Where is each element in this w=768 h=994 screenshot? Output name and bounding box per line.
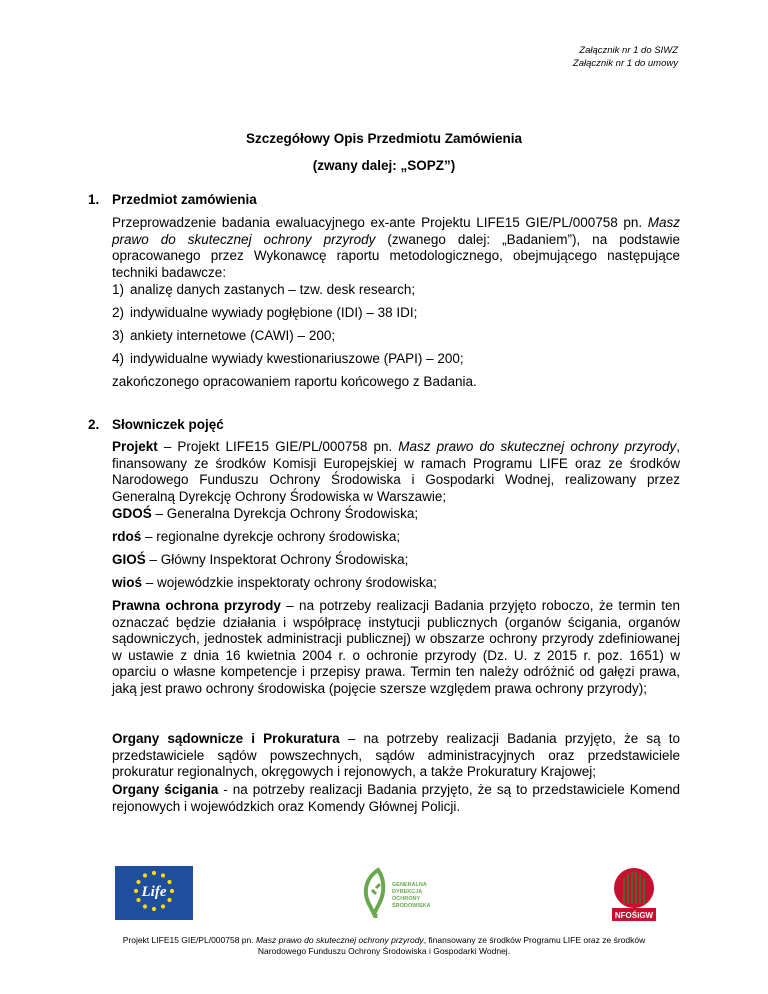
- section-2-title: Słowniczek pojęć: [112, 417, 224, 432]
- footer-text: Projekt LIFE15 GIE/PL/000758 pn.: [122, 935, 256, 945]
- definition-term: Prawna ochrona przyrody: [112, 598, 281, 613]
- section-1-title: Przedmiot zamówienia: [112, 192, 257, 207]
- definition-term: wioś: [112, 575, 143, 590]
- section-1-heading: [88, 192, 257, 207]
- section-2-number: 2.: [88, 417, 100, 432]
- list-item: [112, 351, 464, 367]
- definition-text: – na potrzeby realizacji Badania przyjęto, że są to przedstawiciele sądów powszechnych, sądów administracyjnych oraz przedstawiciele prokuratur regionalnych, okręgowych i rejonowych, a także Prokuratury Krajowej;: [112, 731, 680, 779]
- section-1-intro: [112, 215, 680, 281]
- attachment-line-umowy: Załącznik nr 1 do umowy: [572, 58, 678, 69]
- title-line-1: Szczegółowy Opis Przedmiotu Zamówienia: [245, 131, 523, 146]
- list-item-number: 1): [112, 282, 125, 297]
- list-item-number: 4): [112, 351, 125, 366]
- definition-organy-scigania: [112, 782, 680, 815]
- intro-text-italic: Masz prawo do skutecznej ochrony przyrody: [112, 215, 680, 247]
- definition-term: GDOŚ: [112, 506, 152, 521]
- definition-text: – Główny Inspektorat Ochrony Środowiska;: [145, 552, 409, 567]
- list-item-text: indywidualne wywiady kwestionariuszowe (PAPI) – 200;: [130, 351, 464, 366]
- page-title: [0, 125, 768, 179]
- title-line-2: (zwany dalej: „SOPZ”): [312, 158, 456, 173]
- list-item: [112, 328, 335, 344]
- definition-gios: [112, 552, 680, 569]
- list-item-number: 2): [112, 305, 125, 320]
- list-item: [112, 305, 417, 321]
- list-item: [112, 282, 415, 298]
- definition-italic: Masz prawo do skutecznej ochrony przyrody: [398, 439, 677, 454]
- attachment-line-siwz: Załącznik nr 1 do SIWZ: [579, 45, 678, 56]
- life-wordmark: Life: [141, 884, 167, 900]
- footer-line-2: Narodowego Funduszu Ochrony Środowiska i Gospodarki Wodnej.: [257, 946, 511, 956]
- definition-term: rdoś: [112, 529, 142, 544]
- section-1-number: 1.: [88, 192, 100, 207]
- definition-text: – Generalna Dyrekcja Ochrony Środowiska;: [151, 506, 419, 521]
- section-2-heading: [88, 417, 224, 432]
- footer-italic: Masz prawo do skutecznej ochrony przyrody: [255, 935, 424, 945]
- gdos-text-line: OCHRONY: [392, 896, 421, 902]
- definition-text: – Projekt LIFE15 GIE/PL/000758 pn.: [157, 439, 399, 454]
- attachment-note: [573, 44, 678, 70]
- logos-svg: [0, 862, 768, 924]
- list-item-text: ankiety internetowe (CAWI) – 200;: [130, 328, 336, 343]
- gdos-logo: [366, 870, 431, 918]
- list-item-text: analizę danych zastanych – tzw. desk research;: [130, 282, 416, 297]
- definition-text: - na potrzeby realizacji Badania przyjęto, że są to przedstawiciele Komend rejonowych i wojewódzkich oraz Komendy Głównej Policji.: [112, 782, 680, 814]
- definition-text: – na potrzeby realizacji Badania przyjęto roboczo, że termin ten oznaczać będzie działania i współpracę instytucji publicznych (organów ścigania, organów sądowniczych, jednostek administracji publicznej) w obszarze ochrony przyrody zdefiniowanej w ustawie z dnia 16 kwietnia 2004 r. o ochronie przyrody (Dz. U. z 2015 r. poz. 1651) w oparciu o własne kompetencje i przepisy prawa. Termin ten należy odróżnić od gałęzi prawa, jaką jest prawo ochrony środowiska (pojęcie szersze względem prawa ochrony przyrody);: [112, 598, 680, 696]
- footer-line-1: [60, 935, 708, 946]
- definition-wios: [112, 575, 680, 592]
- definition-prawna-ochrona: [112, 598, 680, 697]
- gdos-text-line: DYREKCJA: [392, 889, 423, 895]
- eu-life-logo: [115, 866, 193, 920]
- definition-organy-sadownicze: [112, 731, 680, 781]
- gdos-text-line: ŚRODOWISKA: [392, 903, 431, 909]
- gdos-text-line: GENERALNA: [392, 882, 427, 888]
- list-item-number: 3): [112, 328, 125, 343]
- definition-term: Organy sądownicze i Prokuratura: [112, 731, 340, 746]
- nfosigw-logo: [612, 868, 656, 921]
- nfos-wordmark: NFOŚiGW: [614, 911, 654, 920]
- definition-text: – wojewódzkie inspektoraty ochrony środowiska;: [142, 575, 437, 590]
- definition-projekt: [112, 439, 680, 505]
- section-1-closing: zakończonego opracowaniem raportu końcowego z Badania.: [112, 374, 477, 389]
- logo-bar: [0, 862, 768, 924]
- definition-gdos: [112, 506, 680, 523]
- definition-term: Organy ścigania: [112, 782, 219, 797]
- nfos-red-circle: [614, 868, 654, 908]
- gdos-text: [392, 882, 431, 909]
- definition-term: GIOŚ: [112, 552, 146, 567]
- list-item-text: indywidualne wywiady pogłębione (IDI) – 38 IDI;: [130, 305, 418, 320]
- intro-text-start: Przeprowadzenie badania ewaluacyjnego ex-ante Projektu LIFE15 GIE/PL/000758 pn.: [112, 215, 648, 230]
- definition-text: – regionalne dyrekcje ochrony środowiska;: [141, 529, 401, 544]
- definition-term: Projekt: [112, 439, 158, 454]
- definition-text: , finansowany ze środków Komisji Europejskiej w ramach Programu LIFE oraz ze środków Narodowego Funduszu Ochrony Środowiska i Gospodarki Wodnej, realizowany przez Generalną Dyrekcję Ochrony Środowiska w Warszawie;: [112, 439, 680, 504]
- footer-text: , finansowany ze środków Programu LIFE oraz ze środków: [423, 935, 646, 945]
- intro-text-end: (zwanego dalej: „Badaniem”), na podstawie opracowanego przez Wykonawcę raportu metodologicznego, obejmującego następujące techniki badawcze:: [112, 231, 680, 280]
- page-footer: [60, 935, 708, 957]
- definition-rdos: [112, 529, 680, 546]
